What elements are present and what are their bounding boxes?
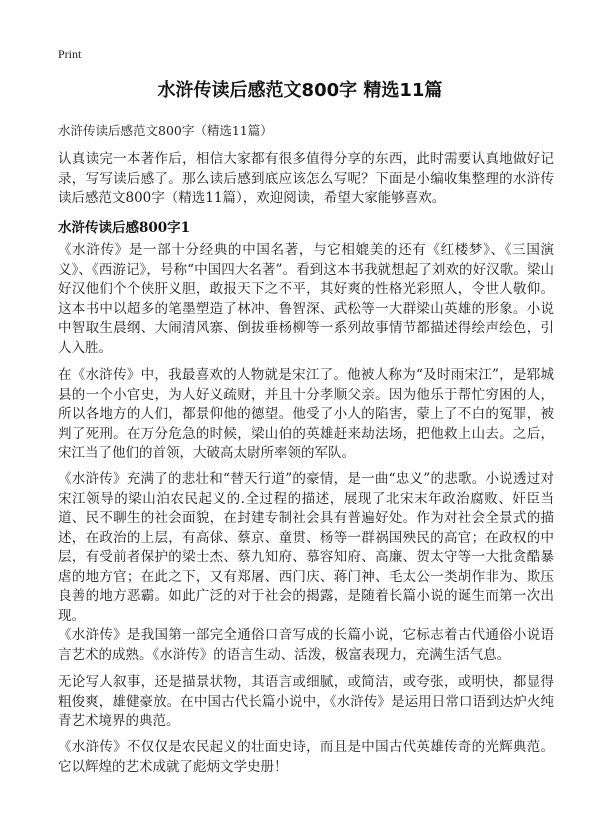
document-title: 水浒传读后感范文800字 精选11篇 [157,80,443,101]
intro-paragraph: 认真读完一本著作后，相信大家都有很多值得分享的东西，此时需要认真地做好记录，写写读后感了。那么读后感到底应该怎么写呢？下面是小编收集整理的水浒传读后感范文800字（精选11篇），欢迎阅读，希望大家能够喜欢。 [58,151,554,206]
body-paragraph-3: 《水浒传》充满了的悲壮和“替天行道”的豪情，是一曲“忠义”的悲歌。小说透过对宋江领导的梁山泊农民起义的.全过程的描述，展现了北宋末年政治腐败、奸臣当道、民不聊生的社会面貌，在封建专制社会具有普遍好处。作为对社会全景式的描述，在政治的上层，有高俅、蔡京、童贯、杨等一群祸国殃民的高官；在政权的中层，有受前者保护的梁士杰、蔡九知府、慕容知府、高廉、贺太守等一大批贪酷暴虐的地方官；在此之下，又有郑屠、西门庆、蒋门神、毛太公一类胡作非为、欺压良善的地方恶霸。如此广泛的对于社会的揭露，是随着长篇小说的诞生而第一次出现。 [58,471,554,624]
body-paragraph-6: 《水浒传》不仅仅是农民起义的壮面史诗，而且是中国古代英雄传奇的光辉典范。它以辉煌的艺术成就了彪炳文学史册！ [58,739,554,775]
document-subtitle: 水浒传读后感范文800字（精选11篇） [58,123,273,138]
body-paragraph-4: 《水浒传》是我国第一部完全通俗口音写成的长篇小说，它标志着古代通俗小说语言艺术的成熟。《水浒传》的语言生动、活泼，极富表现力，充满生活气息。 [58,627,554,663]
body-paragraph-1: 《水浒传》是一部十分经典的中国名著，与它相媲美的还有《红楼梦》、《三国演义》、《西游记》，号称“中国四大名著”。看到这本书我就想起了刘欢的好汉歌。梁山好汉他们个个侠肝义胆，敢报天下之不平，其好爽的性格光彩照人，令世人敬仰。这本书中以超多的笔墨塑造了林冲、鲁智深、武松等一大群梁山英雄的形象。小说中智取生晨纲、大闹清风寨、倒拔垂杨柳等一系列故事情节都描述得绘声绘色，引人入胜。 [58,242,554,356]
print-label: Print [58,47,82,61]
body-paragraph-2: 在《水浒传》中，我最喜欢的人物就是宋江了。他被人称为“及时雨宋江”，是郓城县的一个小官史，为人好义疏财，并且十分孝顺父亲。因为他乐于帮忙穷困的人，所以各地方的人们，都景仰他的德望。他受了小人的陷害，蒙上了不白的冤罪，被判了死刑。在万分危急的时候，梁山伯的英雄赶来劫法场，把他救上山去。之后，宋江当了他们的首领，大破高太尉所率领的军队。 [58,367,554,461]
section-heading: 水浒传读后感800字1 [58,220,191,236]
body-paragraph-5: 无论写人叙事，还是描景状物，其语言或细腻，或简洁，或夸张，或明快，都显得粗俊爽，雄健豪放。在中国古代长篇小说中，《水浒传》是运用日常口语到达炉火纯青艺术境界的典范。 [58,674,554,729]
